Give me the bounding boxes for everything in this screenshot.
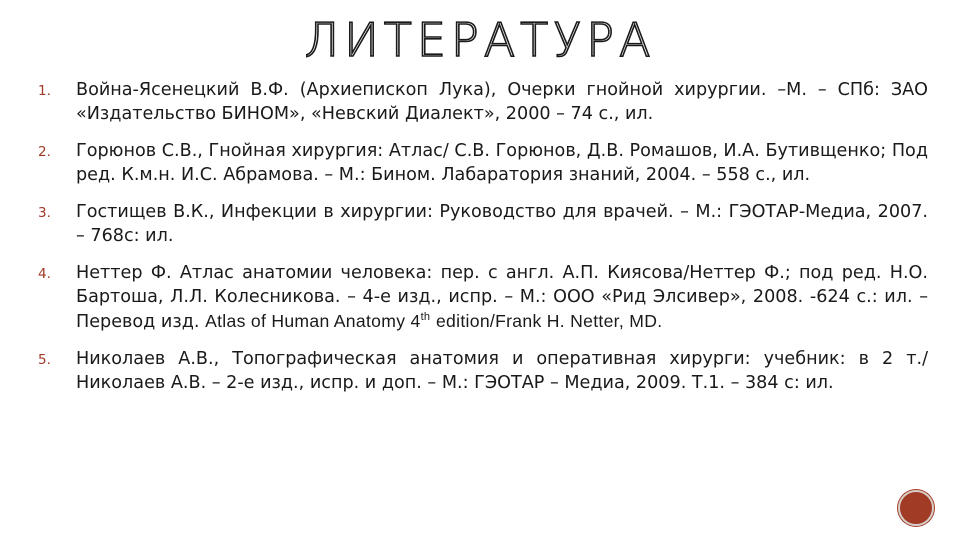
reference-text: Война-Ясенецкий В.Ф. (Архиепископ Лука), Очерки гнойной хирургии. –М. – СПб: ЗАО «Издательство БИНОМ», «Невский Диалект», 2000 – 74 с., ил. — [76, 80, 928, 124]
reference-number: 4. — [38, 266, 51, 282]
reference-superscript: th — [420, 311, 431, 324]
reference-number: 2. — [38, 144, 51, 160]
reference-number: 1. — [38, 83, 51, 99]
reference-list — [38, 78, 928, 408]
reference-english-edition: edition/Frank H. Netter, MD. — [435, 311, 663, 331]
reference-item — [38, 139, 928, 187]
reference-text: Горюнов С.В., Гнойная хирургия: Атлас/ С.В. Горюнов, Д.В. Ромашов, И.А. Бутивщенко; Под ред. К.м.н. И.С. Абрамова. – М.: Бином. Лабаратория знаний, 2004. – 558 с., ил. — [76, 141, 928, 185]
reference-text: Гостищев В.К., Инфекции в хирургии: Руководство для врачей. – М.: ГЭОТАР-Медиа, 2007. – 768с: ил. — [76, 202, 928, 246]
reference-number: 3. — [38, 205, 51, 221]
reference-item — [38, 261, 928, 334]
reference-item — [38, 347, 928, 395]
reference-text: Неттер Ф. Атлас анатомии человека: пер. с англ. А.П. Киясова/Неттер Ф.; под ред. Н.О. Бартоша, Л.Л. Колесникова. – 4-е изд., испр. – М.: ООО «Рид Элсивер», 2008. -624 с.: ил. – Перевод изд. — [76, 263, 928, 332]
reference-item — [38, 200, 928, 248]
reference-english-title: Atlas of Human Anatomy 4 — [205, 311, 421, 331]
slide-title: ЛИТЕРАТУРА — [304, 13, 656, 67]
reference-text: Николаев А.В., Топографическая анатомия и оперативная хирурги: учебник: в 2 т./Николаев А.В. – 2-е изд., испр. и доп. – М.: ГЭОТАР – Медиа, 2009. Т.1. – 384 с: ил. — [76, 349, 928, 393]
reference-number: 5. — [38, 352, 51, 368]
decorative-circle-badge — [898, 490, 934, 526]
reference-item — [38, 78, 928, 126]
